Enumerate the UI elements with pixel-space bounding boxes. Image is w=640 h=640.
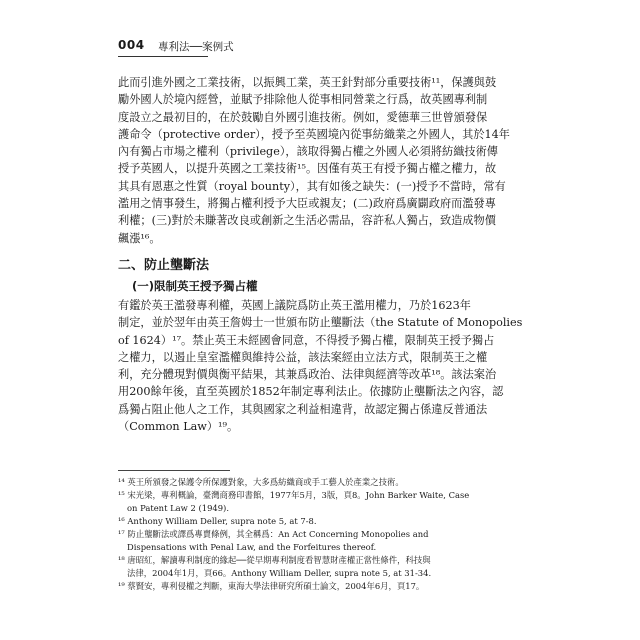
page-header [118,38,558,58]
text-line: （Common Law）¹⁹。 [118,420,239,434]
footnote-line: Dispensations with Penal Law, and the Forfeitures thereof. [127,541,377,552]
text-line: 爲獨占阻止他人之工作，其與國家之利益相違背，故認定獨占係違反普通法 [118,402,488,416]
footnote [118,554,522,579]
footnote-line: on Patent Law 2 (1949). [127,502,229,513]
text-line: of 1624）¹⁷。禁止英王未經國會同意，不得授予獨占權，限制英王授予獨占 [118,333,495,347]
text-line: 內有獨占市場之權利（privilege），該取得獨占權之外國人必須將紡織技術傳 [118,145,498,159]
section-heading: 二、防止壟斷法 [118,258,210,273]
footnote [118,515,522,528]
footnote-line: ¹⁴ 英王所頒發之保護令所保護對象，大多爲紡織商或手工藝人於產業之技術。 [118,477,404,487]
footnote-line: ¹⁹ 蔡賢安，專利侵權之判斷，東海大學法律研究所碩士論文，2004年6月，頁17。 [118,580,425,591]
header-rule [118,56,208,57]
paragraph [118,297,522,435]
running-title: 專利法──案例式 [158,41,234,53]
text-line: 度設立之最初目的，在於鼓勵自外國引進技術。例如，愛德華三世曾頒發保 [118,110,488,124]
text-line: 利權；(三)對於未賺著改良或創新之生活必需品，容許私人獨占，致造成物價 [118,214,496,228]
text-line: 飆漲¹⁶。 [118,231,161,245]
footnote [118,528,522,553]
text-line: 有鑑於英王濫發專利權，英國上議院爲防止英王濫用權力，乃於1623年 [118,299,471,312]
text-line: 勵外國人於境內經營，並賦予排除他人從事相同營業之行爲，故英國專利制 [118,93,488,107]
footnote [118,476,522,489]
paragraph [118,74,522,247]
section-paragraph [118,297,522,435]
text-line: 利，充分體現對價與衡平結果，其兼爲政治、法律與經濟等改革¹⁸。該法案治 [118,368,497,382]
footnote-line: ¹⁸ 唐昭紅，解讀專利制度的緣起──從早期專利制度看智慧財產權正當性條件，科技與 [118,554,431,565]
footnote-rule [118,470,230,471]
footnote-line: 法律，2004年1月，頁66。Anthony William Deller, supra note 5, at 31-34. [127,567,432,578]
text-line: 護命令（protective order），授予至英國境內從事紡織業之外國人，其於14年 [118,127,510,141]
footnote-line: ¹⁵ 宋光梁，專利概論，臺灣商務印書館，1977年5月，3版，頁8。John Barker Waite, Case [118,490,470,501]
footnote [118,580,522,593]
text-line: 授予英國人，以提升英國之工業技術¹⁵。因僅有英王有授予獨占權之權力，故 [118,162,497,176]
text-line: 之權力，以遏止皇室濫權與維持公益，該法案經由立法方式，限制英王之權 [118,350,488,364]
text-line: 制定，並於翌年由英王詹姆士一世頒布防止壟斷法（the Statute of Monopolies [118,316,522,330]
text-line: 濫用之情事發生，將獨占權利授予大臣或親友；(二)政府爲廣闢政府而濫發專 [118,197,496,211]
text-line: 此而引進外國之工業技術，以振興工業，英王針對部分重要技術¹¹，保護與鼓 [118,76,497,89]
page-number: 004 [118,38,145,52]
text-line: 用200餘年後，直至英國於1852年制定專利法止。依據防止壟斷法之內容，認 [118,385,504,399]
footnote [118,489,522,514]
subsection-heading: (一)限制英王授予獨占權 [132,279,258,293]
text-line: 其具有恩惠之性質（royal bounty），其有如後之缺失：(一)授予不當時，常有 [118,179,506,193]
intro-paragraph [118,74,522,247]
footnotes [118,476,522,593]
footnote-line: ¹⁷ 防止壟斷法或譯爲專賣條例，其全稱爲：An Act Concerning Monopolies and [118,529,429,540]
footnote-line: ¹⁶ Anthony William Deller, supra note 5, at 7-8. [118,515,317,526]
